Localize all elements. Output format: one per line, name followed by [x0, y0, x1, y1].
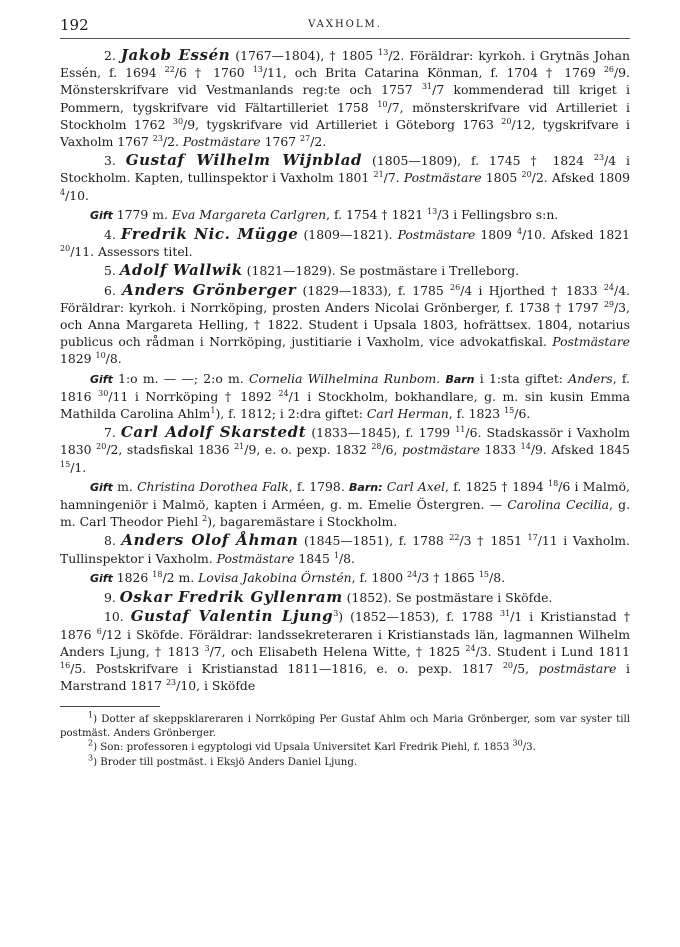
text-run: ) Son: professoren i egyptologi vid Upsala Universitet Karl Fredrik Piehl, f. 1853	[93, 742, 513, 754]
superscript: 31	[421, 82, 433, 92]
postmaster-list	[60, 47, 630, 694]
superscript: 13	[378, 47, 389, 57]
entry-paragraph	[60, 226, 630, 260]
superscript: 24	[465, 643, 476, 653]
italic-text: Postmästare	[403, 170, 482, 186]
person-name: Adolf Wallwik	[119, 261, 243, 280]
text-run: /9, tygskrifvare vid Artilleriet i Göteborg 1763	[183, 116, 502, 132]
person-name: Gustaf Valentin Ljung	[130, 607, 334, 626]
footnote	[60, 753, 630, 770]
running-title: VAXHOLM.	[308, 19, 382, 30]
label-text: Barn	[445, 372, 475, 386]
text-run: /4. Föräldrar: kyrkoh. i Norrköping, prosten Anders Nicolai Grönberger, f. 1738 † 1797	[60, 282, 631, 315]
italic-text: Cornelia Wilhelmina Runbom.	[249, 370, 441, 386]
text-run: /9, e. o. pexp. 1832	[244, 442, 372, 458]
text-run: /8.	[489, 569, 506, 585]
superscript: 21	[234, 442, 245, 452]
italic-text: Eva Margareta Carlgren	[171, 206, 327, 222]
italic-text: Anders	[568, 370, 613, 386]
person-name: Gustaf Wilhelm Wijnblad	[125, 151, 363, 170]
superscript: 1	[210, 405, 216, 415]
superscript: 18	[548, 478, 559, 488]
marriage-paragraph	[60, 370, 630, 423]
text-run: 1829	[60, 351, 96, 367]
label-text: Gift	[90, 372, 113, 386]
text-run: /12, tygskrifvare i Vaxholm 1767	[60, 116, 630, 150]
text-run: /9. Mönsterskrifvare vid Vestmanlands reg:te och 1757	[60, 65, 630, 98]
entry-paragraph	[60, 152, 630, 204]
person-name: Anders Olof Åhman	[121, 531, 299, 550]
italic-text: postmästare	[402, 442, 480, 458]
text-run: (1845—1851), f. 1788	[298, 533, 450, 549]
text-run: 1826	[112, 569, 153, 585]
superscript: 1	[333, 550, 339, 560]
superscript: 30	[172, 116, 184, 126]
person-name: Anders Grönberger	[122, 280, 297, 299]
entry-paragraph	[60, 608, 630, 694]
text-run: ), bagaremästare i Stockholm.	[207, 514, 398, 530]
marriage-paragraph	[60, 569, 630, 587]
text-run: /3. Student i Lund 1811	[475, 643, 630, 659]
text-run: 1:o m. — —; 2:o m.	[112, 370, 249, 386]
text-run: /5,	[513, 660, 539, 676]
text-run: /1.	[70, 459, 87, 475]
text-run: , f. 1816	[60, 370, 630, 404]
superscript: 3	[204, 643, 210, 653]
superscript: 16	[60, 660, 71, 670]
superscript: 27	[300, 133, 311, 143]
italic-text: Carolina Cecilia	[507, 497, 610, 513]
superscript: 23	[152, 133, 163, 143]
superscript: 17	[527, 533, 538, 543]
text-run: /6 i Malmö, hamningeniör i Malmö, kapten i Arméen, g. m. Emelie Östergren. —	[60, 478, 630, 513]
text-run: /5. Postskrifvare i Kristianstad 1811—1816, e. o. pexp. 1817	[70, 660, 503, 676]
text-run: i 1:sta giftet:	[474, 370, 569, 386]
text-run: /7.	[383, 170, 404, 186]
footnote	[60, 738, 630, 755]
text-run: , f. 1800	[351, 569, 408, 585]
superscript: 13	[252, 65, 263, 75]
text-run: /10.	[65, 187, 89, 203]
italic-text: Carl Herman	[366, 406, 449, 422]
superscript: 15	[60, 459, 71, 469]
italic-text: Postmästare	[397, 227, 476, 243]
superscript: 23	[593, 153, 605, 163]
text-run: /7 kommenderad till kriget i Pommern, tygskrifvare vid Fältartilleriet 1758	[60, 82, 630, 115]
superscript: 26	[603, 65, 614, 75]
text-run: 1767	[260, 134, 301, 150]
superscript: 26	[450, 282, 461, 292]
footnote-divider	[60, 706, 160, 707]
italic-text: Postmästare	[216, 550, 295, 566]
text-run: m.	[112, 478, 138, 494]
superscript: 6	[96, 626, 102, 636]
superscript: 4	[516, 226, 523, 236]
text-run: /1 i Stockholm, bokhandlare, g. m. sin kusin Emma Mathilda Carolina Ahlm	[60, 388, 631, 422]
text-run: (1809—1821).	[298, 227, 398, 243]
entry-paragraph	[60, 424, 630, 476]
italic-text: Lovisa Jakobina Örnstén	[198, 569, 352, 585]
text-run: /10. Afsked 1821	[522, 227, 631, 243]
label-text: Gift	[90, 571, 113, 585]
text-run: 6.	[104, 282, 123, 298]
superscript: 10	[95, 351, 106, 361]
text-run: 9.	[104, 590, 120, 606]
text-run: /8.	[338, 550, 355, 566]
text-run: /4 i Stockholm. Kapten, tullinspektor i Vaxholm 1801	[60, 153, 630, 186]
superscript: 20	[96, 442, 107, 452]
superscript: 3	[88, 753, 94, 763]
text-run: (1821—1829). Se postmästare i Trelleborg.	[242, 263, 520, 279]
text-run: (1767—1804), † 1805	[230, 48, 379, 63]
text-run: /7, mönsterskrifvare vid Artilleriet i Stockholm 1762	[60, 99, 630, 132]
text-run: 1805	[481, 170, 522, 186]
text-run: /4 i Hjorthed † 1833	[460, 282, 604, 298]
text-run: (1833—1845), f. 1799	[306, 425, 456, 441]
text-run: /2 m.	[162, 569, 199, 585]
page-header	[60, 12, 630, 39]
superscript: 31	[499, 609, 511, 619]
text-run: /3 i Fellingsbro s:n.	[437, 206, 559, 222]
text-run: 10.	[104, 609, 131, 625]
superscript: 22	[164, 65, 175, 75]
text-run: ) Dotter af skeppsklareraren i Norrköping Per Gustaf Ahlm och Maria Grönberger, som var syster till postmäst. Anders Grönberger.	[60, 714, 630, 739]
text-run: 1809	[475, 227, 517, 243]
superscript: 24	[603, 282, 615, 292]
superscript: 18	[152, 569, 163, 579]
text-run: 1845	[294, 550, 334, 566]
text-run: (1805—1809), f. 1745 † 1824	[362, 153, 594, 169]
superscript: 15	[504, 405, 515, 415]
superscript: 20	[501, 116, 512, 126]
superscript: 24	[407, 569, 418, 579]
superscript: 30	[98, 388, 109, 398]
text-run: /8.	[105, 351, 122, 367]
label-text: Gift	[90, 208, 113, 222]
text-run: 7.	[104, 425, 121, 441]
text-run: , f. 1798.	[288, 478, 350, 494]
text-run: /1 i Kristianstad † 1876	[60, 609, 630, 642]
entry-paragraph	[60, 282, 630, 368]
italic-text: Postmästare	[182, 134, 261, 150]
superscript: 22	[449, 533, 460, 543]
text-run: /6,	[381, 442, 403, 458]
label-text: Barn:	[349, 480, 383, 494]
superscript: 2	[202, 514, 208, 524]
superscript: 14	[520, 442, 531, 452]
text-run: 1779 m.	[112, 206, 172, 222]
text-run: , g. m. Carl Theodor Piehl	[60, 497, 631, 530]
page-number: 192	[60, 16, 89, 34]
superscript: 2	[88, 738, 94, 748]
italic-text: Postmästare	[552, 334, 630, 350]
italic-text: Christina Dorothea Falk	[137, 478, 289, 494]
text-run: /2. Afsked 1809	[531, 170, 630, 186]
text-run: , f. 1754 † 1821	[326, 206, 428, 222]
person-name: Fredrik Nic. Mügge	[120, 225, 299, 244]
text-run: /3 † 1865	[417, 569, 479, 585]
text-run: /3 † 1851	[459, 533, 528, 549]
superscript: 28	[371, 442, 382, 452]
text-run: /11 i Norrköping † 1892	[108, 388, 279, 404]
text-run: ) (1852—1853), f. 1788	[338, 609, 500, 625]
marriage-paragraph	[60, 206, 630, 224]
text-run: /11. Assessors titel.	[70, 244, 193, 260]
person-name: Jakob Essén	[120, 46, 231, 64]
entry-paragraph	[60, 262, 630, 279]
text-run: 3.	[104, 153, 126, 169]
superscript: 3	[333, 609, 339, 619]
text-run: , f. 1823	[448, 406, 505, 422]
text-run: ), f. 1812; i 2:dra giftet:	[215, 406, 367, 422]
text-run: (1829—1833), f. 1785	[296, 282, 450, 298]
text-run: 2.	[104, 48, 121, 63]
text-run: /9. Afsked 1845	[530, 442, 630, 458]
superscript: 1	[88, 710, 94, 720]
superscript: 23	[165, 677, 177, 687]
text-run: /6 † 1760	[174, 65, 253, 81]
text-run: /2, stadsfiskal 1836	[106, 442, 235, 458]
superscript: 21	[373, 170, 384, 180]
text-run: /12 i Sköfde. Föräldrar: landssekreteraren i Kristianstads län, lagmannen Wilhelm Anders Ljung, † 1813	[60, 626, 630, 659]
italic-text: postmästare	[538, 660, 617, 676]
label-text: Gift	[90, 480, 113, 494]
text-run: ) Broder till postmäst. i Eksjö Anders Daniel Ljung.	[93, 756, 358, 768]
text-run: /2. Föräldrar: kyrkoh. i Grytnäs Johan Essén, f. 1694	[60, 48, 630, 81]
entry-paragraph	[60, 47, 630, 150]
text-run: 4.	[104, 227, 121, 243]
superscript: 15	[478, 569, 490, 579]
text-run: 8.	[104, 533, 122, 549]
entry-paragraph	[60, 589, 630, 606]
superscript: 13	[427, 206, 438, 216]
person-name: Oskar Fredrik Gyllenram	[119, 588, 343, 607]
text-run: /11, och Brita Catarina Könman, f. 1704 † 1769	[262, 65, 604, 81]
superscript: 24	[278, 388, 289, 398]
text-run: /10, i Sköfde	[176, 678, 256, 694]
text-run: i Marstrand 1817	[60, 660, 630, 694]
superscript: 30	[512, 738, 523, 748]
text-run: 5.	[104, 263, 120, 279]
italic-text: Carl Axel	[386, 478, 446, 494]
text-run: (1852). Se postmästare i Sköfde.	[342, 590, 553, 606]
text-run: /2.	[162, 134, 183, 150]
text-run: , f. 1825 † 1894	[445, 478, 549, 494]
text-run: /11 i Vaxholm. Tullinspektor i Vaxholm.	[60, 533, 630, 566]
text-run: /6. Stadskassör i Vaxholm 1830	[60, 425, 630, 458]
document-page	[60, 12, 630, 770]
person-name: Carl Adolf Skarstedt	[120, 423, 307, 442]
text-run: 1833	[479, 442, 521, 458]
text-run: /6.	[514, 406, 531, 422]
text-run: /7, och Elisabeth Helena Witte, † 1825	[209, 643, 466, 659]
text-run: /2.	[310, 134, 327, 150]
superscript: 10	[377, 99, 388, 109]
superscript: 20	[60, 244, 71, 254]
superscript: 20	[521, 170, 532, 180]
superscript: 29	[603, 299, 614, 309]
footnote	[60, 710, 630, 740]
superscript: 20	[502, 660, 514, 670]
superscript: 4	[60, 187, 66, 197]
text-run: /3.	[522, 742, 536, 754]
superscript: 11	[455, 425, 466, 435]
footnotes	[60, 710, 630, 769]
marriage-paragraph	[60, 478, 630, 531]
text-run: /3, och Anna Margareta Helling, † 1822. Student i Upsala 1803, hofrättsex. 1804, notarius publicus och rådman i Norrköping, justitiarie i Vaxholm, vice advokatfiskal.	[60, 299, 630, 350]
entry-paragraph	[60, 532, 630, 566]
